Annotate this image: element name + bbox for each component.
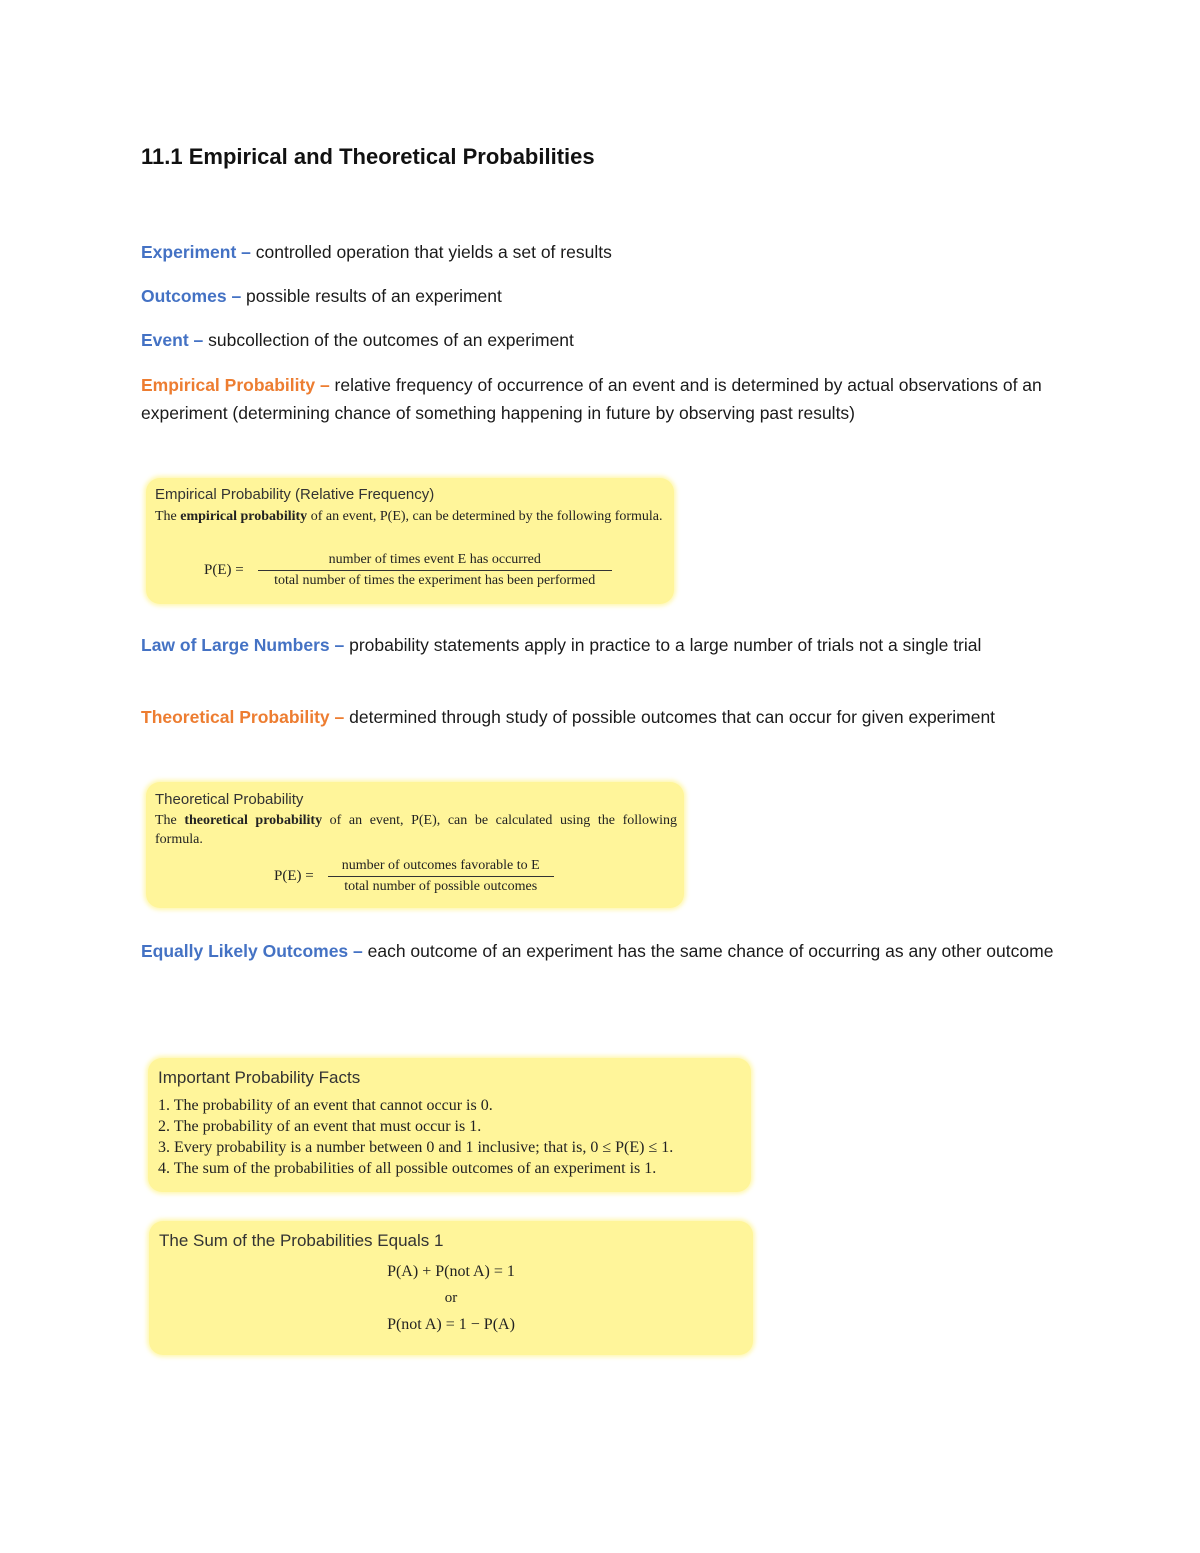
sum-equation: P(A) + P(not A) = 1	[387, 1263, 515, 1280]
formula-denominator: total number of possible outcomes	[344, 879, 538, 894]
box-text-segment: of an event, P(E), can be calculated using the following formula.	[155, 813, 678, 847]
term-dash: –	[348, 941, 368, 961]
or-connector: or	[444, 1290, 458, 1306]
definition-text: subcollection of the outcomes of an experiment	[208, 330, 574, 350]
definition-text: controlled operation that yields a set of results	[255, 242, 612, 262]
term-experiment: Experiment	[141, 242, 237, 262]
definition-text: relative frequency of occurrence of an event and is determined by actual observations of an experiment (determining chance of something happening in future by observing past results)	[141, 375, 1042, 423]
list-item: 2. The probability of an event that must occur is 1.	[158, 1118, 482, 1135]
definition-text: possible results of an experiment	[246, 286, 502, 306]
theoretical-formula	[274, 858, 554, 895]
definition-text: probability statements apply in practice to a large number of trials not a single trial	[349, 635, 982, 655]
term-dash: –	[315, 375, 335, 395]
term-empirical-probability: Empirical Probability	[141, 375, 316, 395]
formula-denominator: total number of times the experiment has been performed	[274, 573, 596, 588]
term-equally-likely-outcomes: Equally Likely Outcomes	[141, 941, 349, 961]
definition-law-of-large-numbers	[141, 631, 1061, 659]
formula-numerator: number of outcomes favorable to E	[328, 858, 554, 877]
formula-fraction	[328, 858, 554, 895]
box-title: Empirical Probability (Relative Frequency)	[155, 486, 435, 503]
term-dash: –	[329, 635, 350, 655]
definition-outcomes	[141, 282, 1061, 310]
complement-equation: P(not A) = 1 − P(A)	[387, 1316, 515, 1333]
box-title: The Sum of the Probabilities Equals 1	[159, 1231, 444, 1250]
empirical-formula	[204, 552, 612, 589]
sum-of-probabilities-box	[149, 1221, 753, 1355]
list-item: 3. Every probability is a number between 0 and 1 inclusive; that is, 0 ≤ P(E) ≤ 1.	[158, 1139, 674, 1156]
page-title: 11.1 Empirical and Theoretical Probabilities	[141, 144, 595, 169]
box-description	[155, 507, 670, 526]
definition-text: each outcome of an experiment has the same chance of occurring as any other outcome	[367, 941, 1054, 961]
term-theoretical-probability: Theoretical Probability	[141, 707, 330, 727]
box-text-segment: The	[155, 509, 181, 524]
box-text-bold: empirical probability	[180, 509, 308, 524]
term-law-of-large-numbers: Law of Large Numbers	[141, 635, 330, 655]
probability-facts-box	[148, 1058, 751, 1192]
box-text-bold: theoretical probability	[184, 813, 323, 828]
term-outcomes: Outcomes	[141, 286, 227, 306]
list-item: 1. The probability of an event that cannot occur is 0.	[158, 1097, 493, 1114]
facts-list	[158, 1095, 673, 1179]
definition-event	[141, 326, 1061, 354]
formula-lhs: P(E) =	[204, 562, 244, 578]
formula-fraction	[258, 552, 612, 589]
theoretical-probability-box	[146, 782, 684, 908]
box-text-segment: of an event, P(E), can be determined by the following formula.	[307, 509, 663, 524]
box-text-segment: The	[155, 813, 185, 828]
box-description	[155, 811, 677, 849]
term-dash: –	[226, 286, 247, 306]
box-title: Theoretical Probability	[155, 791, 304, 808]
term-dash: –	[236, 242, 256, 262]
formula-lhs: P(E) =	[274, 868, 314, 884]
empirical-probability-box	[146, 478, 674, 604]
list-item: 4. The sum of the probabilities of all possible outcomes of an experiment is 1.	[158, 1160, 657, 1177]
box-title: Important Probability Facts	[158, 1068, 361, 1087]
definition-empirical-probability	[141, 371, 1061, 427]
formula-numerator: number of times event E has occurred	[258, 552, 612, 571]
term-dash: –	[329, 707, 350, 727]
definition-experiment	[141, 238, 1061, 266]
term-dash: –	[188, 330, 209, 350]
term-event: Event	[141, 330, 189, 350]
definition-theoretical-probability	[141, 703, 1061, 731]
definition-text: determined through study of possible outcomes that can occur for given experiment	[349, 707, 996, 727]
definition-equally-likely-outcomes	[141, 937, 1061, 965]
